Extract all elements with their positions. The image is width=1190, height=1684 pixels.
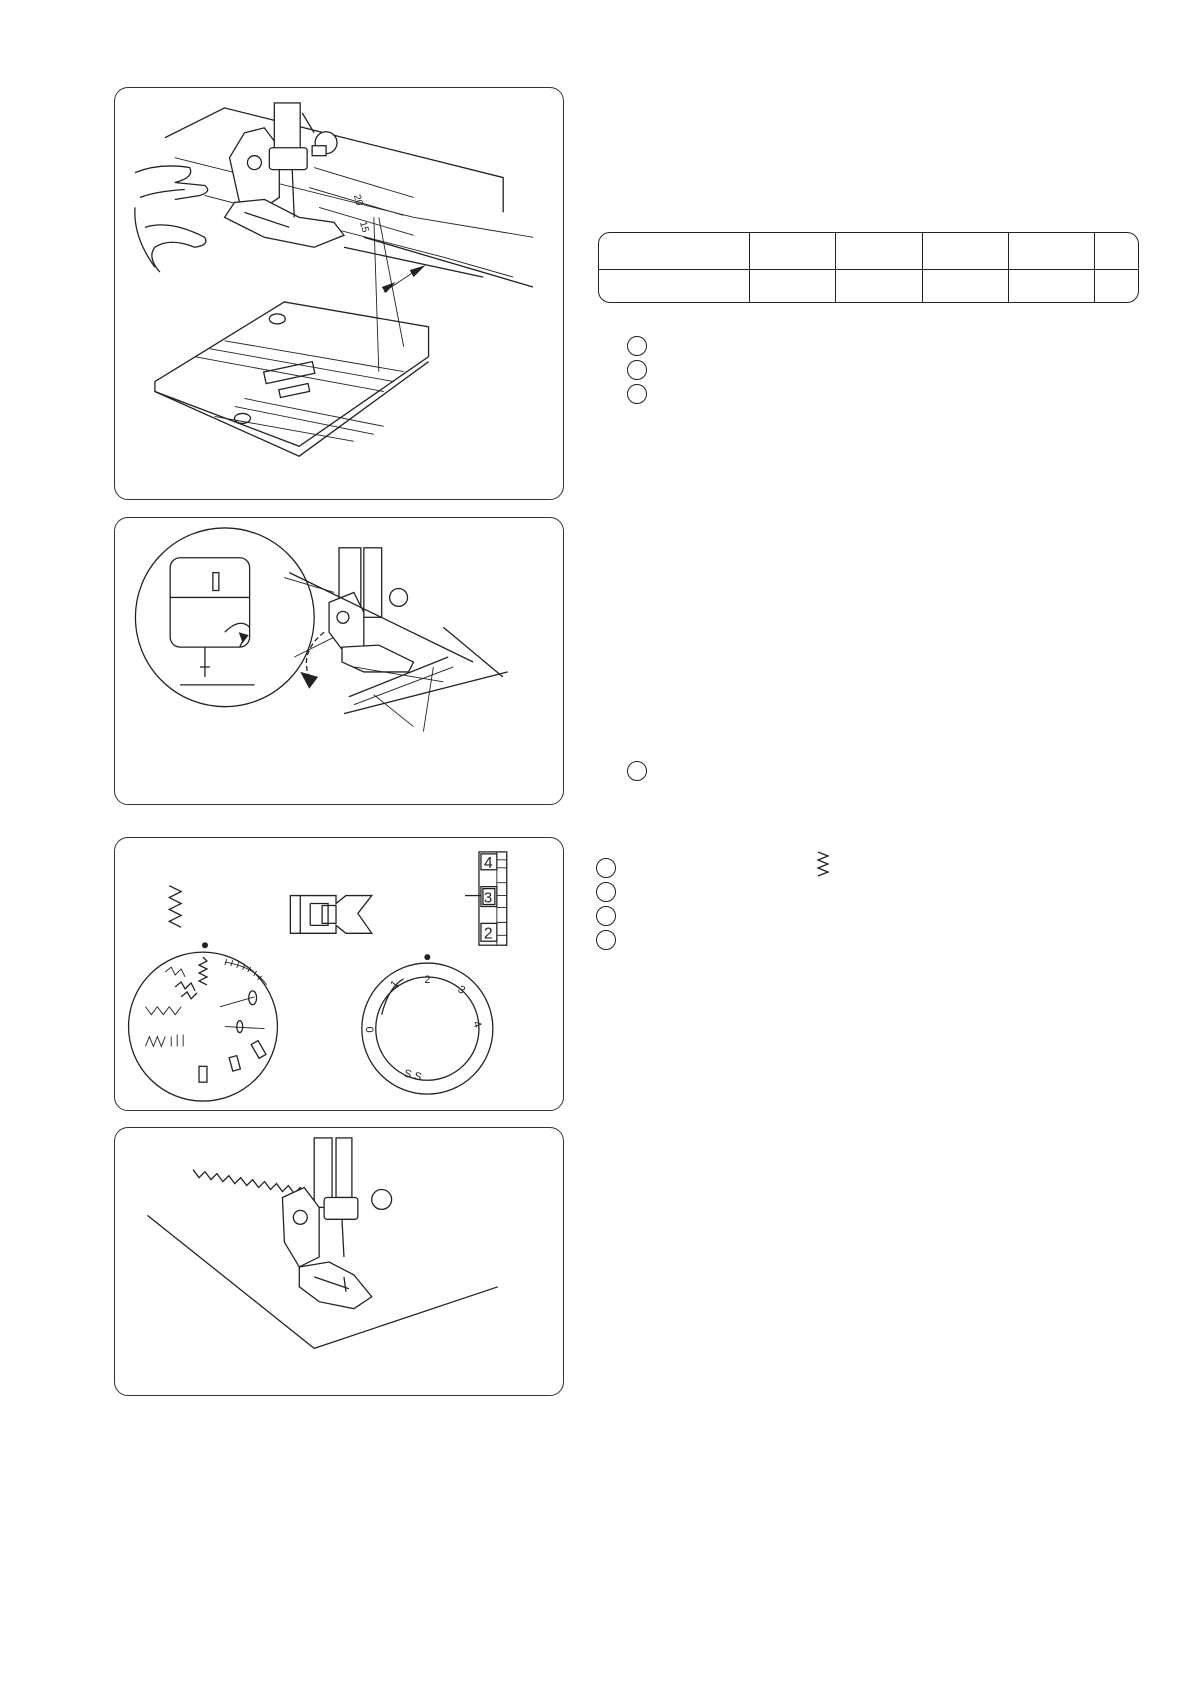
plate-mark-20: 20 [351,193,365,207]
width-scale-2: 2 [483,925,493,943]
table-cell [599,269,750,302]
reference-marker [596,858,616,878]
stitch-length-dial [362,954,493,1094]
table-cell [1008,233,1094,269]
table-cell [836,233,922,269]
table-cell [1008,269,1094,302]
table-cell [750,269,836,302]
table-cell [1095,233,1138,269]
length-dial-ss: S.S [402,1067,423,1084]
length-dial-1: 1 [388,978,402,992]
figure-seam-guide [114,87,564,500]
zigzag-sewing-illustration [115,1128,563,1395]
seam-guide-illustration [115,88,563,499]
settings-table [598,232,1139,303]
zigzag-stitch-icon [816,850,830,880]
zigzag-settings-illustration [115,838,563,1110]
figure-zigzag-settings [114,837,564,1111]
stitch-width-scale [465,852,507,945]
reference-marker [596,882,616,902]
width-scale-4: 4 [483,854,493,872]
table-row [599,233,1138,269]
width-scale-3: 3 [483,890,493,907]
length-dial-2: 2 [424,973,431,986]
table-row [599,269,1138,302]
reference-marker [627,384,647,404]
plate-mark-15: 15 [357,220,371,234]
reference-marker [596,906,616,926]
figure-corner-turn [114,517,564,805]
table-cell [922,269,1008,302]
reference-marker [596,930,616,950]
length-dial-3: 3 [455,983,468,997]
zigzag-stitch-icon [169,886,181,928]
table-cell [750,233,836,269]
table-cell [599,233,750,269]
table-cell [922,233,1008,269]
length-dial-0: 0 [364,1026,377,1033]
figure-zigzag-sewing [114,1127,564,1396]
pattern-selector-dial [129,942,278,1101]
reference-marker [627,761,647,781]
zigzag-foot-icon [290,896,371,934]
table-cell [836,269,922,302]
length-dial-4: 4 [470,1019,484,1030]
reference-marker [627,360,647,380]
reference-marker [627,336,647,356]
corner-turn-illustration [115,518,563,804]
table-cell [1095,269,1138,302]
